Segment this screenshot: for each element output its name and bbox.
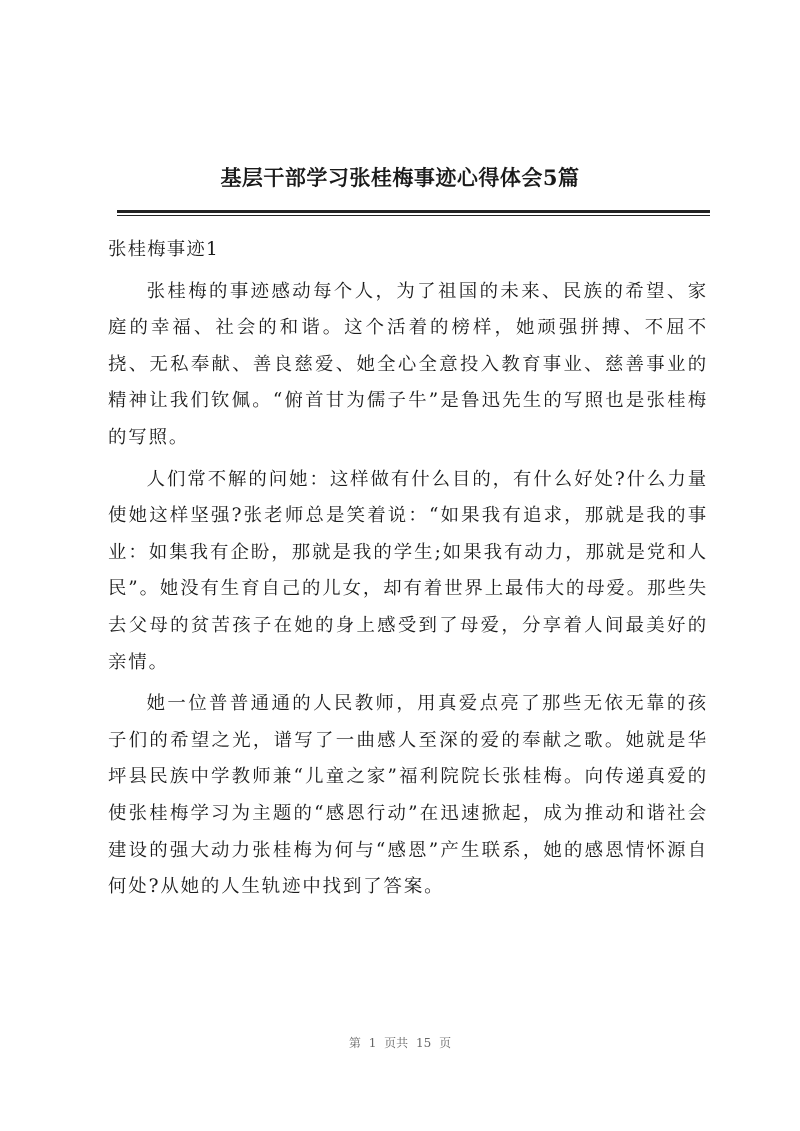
document-title: 基层干部学习张桂梅事迹心得体会5篇 — [220, 165, 580, 190]
section-heading: 张桂梅事迹1 — [108, 239, 219, 260]
title-divider-thick — [117, 210, 710, 213]
document-body — [108, 232, 708, 906]
paragraph-2: 人们常不解的问她：这样做有什么目的，有什么好处?什么力量使她这样坚强?张老师总是笑着说：“如果我有追求，那就是我的事业：如集我有企盼，那就是我的学生;如果我有动力，那就是党和人民”。她没有生育自己的儿女，却有着世界上最伟大的母爱。那些失去父母的贫苦孩子在她的身上感受到了母爱，分享着人间最美好的亲情。 — [108, 468, 708, 673]
title-divider-thin — [117, 215, 710, 216]
paragraph-3: 她一位普普通通的人民教师，用真爱点亮了那些无依无靠的孩子们的希望之光，谱写了一曲感人至深的爱的奉献之歌。她就是华坪县民族中学教师兼“儿童之家”福利院院长张桂梅。向传递真爱的使张桂梅学习为主题的“感恩行动”在迅速掀起，成为推动和谐社会建设的强大动力张桂梅为何与“感恩”产生联系，她的感恩情怀源自何处?从她的人生轨迹中找到了答案。 — [108, 693, 708, 898]
page-number-footer: 第 1 页共 15 页 — [348, 1036, 452, 1050]
paragraph-1: 张桂梅的事迹感动每个人，为了祖国的未来、民族的希望、家庭的幸福、社会的和谐。这个活着的榜样，她顽强拼搏、不屈不挠、无私奉献、善良慈爱、她全心全意投入教育事业、慈善事业的精神让我们钦佩。“俯首甘为儒子牛”是鲁迅先生的写照也是张桂梅的写照。 — [108, 280, 708, 448]
